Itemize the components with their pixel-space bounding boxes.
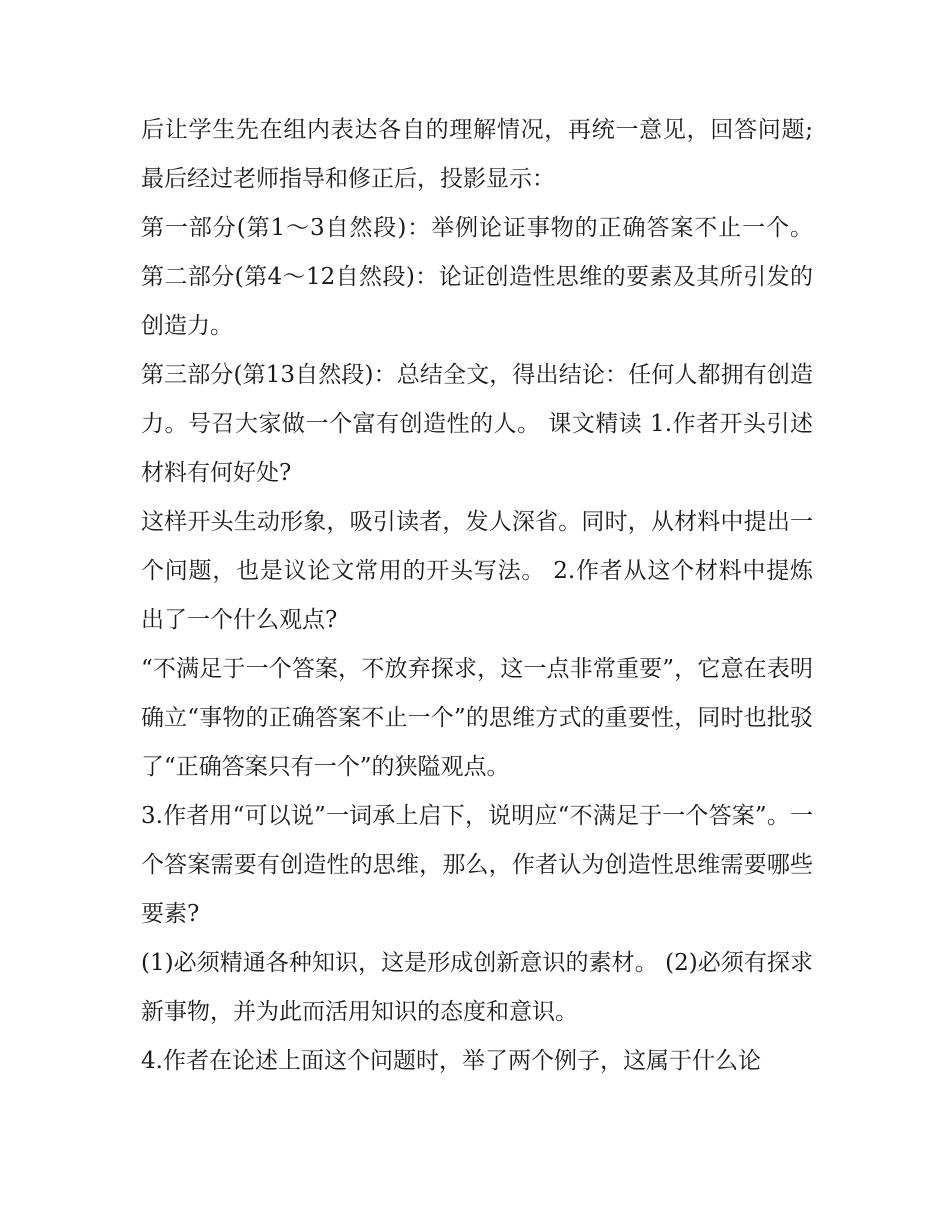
paragraph: 4.作者在论述上面这个问题时，举了两个例子，这属于什么论 (141, 1048, 761, 1074)
paragraph: (1)必须精通各种知识，这是形成创新意识的素材。 (2)必须有探求新事物，并为此而活用知识的态度和意识。 (141, 950, 813, 1025)
document-body (141, 106, 813, 1086)
paragraph: 3.作者用“可以说”一词承上启下，说明应“不满足于一个答案”。一个答案需要有创造性的思维，那么，作者认为创造性思维需要哪些要素? (141, 803, 813, 927)
paragraph: 后让学生先在组内表达各自的理解情况，再统一意见，回答问题;最后经过老师指导和修正后，投影显示： (141, 117, 813, 192)
paragraph: 第一部分(第1～3自然段)：举例论证事物的正确答案不止一个。 第二部分(第4～12自然段)：论证创造性思维的要素及其所引发的创造力。 (141, 215, 813, 339)
paragraph: 第三部分(第13自然段)：总结全文，得出结论：任何人都拥有创造力。号召大家做一个富有创造性的人。 课文精读 1.作者开头引述材料有何好处? (141, 362, 813, 486)
paragraph: “不满足于一个答案，不放弃探求，这一点非常重要”，它意在表明确立“事物的正确答案不止一个”的思维方式的重要性，同时也批驳了“正确答案只有一个”的狭隘观点。 (141, 656, 813, 780)
paragraph: 这样开头生动形象，吸引读者，发人深省。同时，从材料中提出一个问题，也是议论文常用的开头写法。 2.作者从这个材料中提炼出了一个什么观点? (141, 509, 813, 633)
